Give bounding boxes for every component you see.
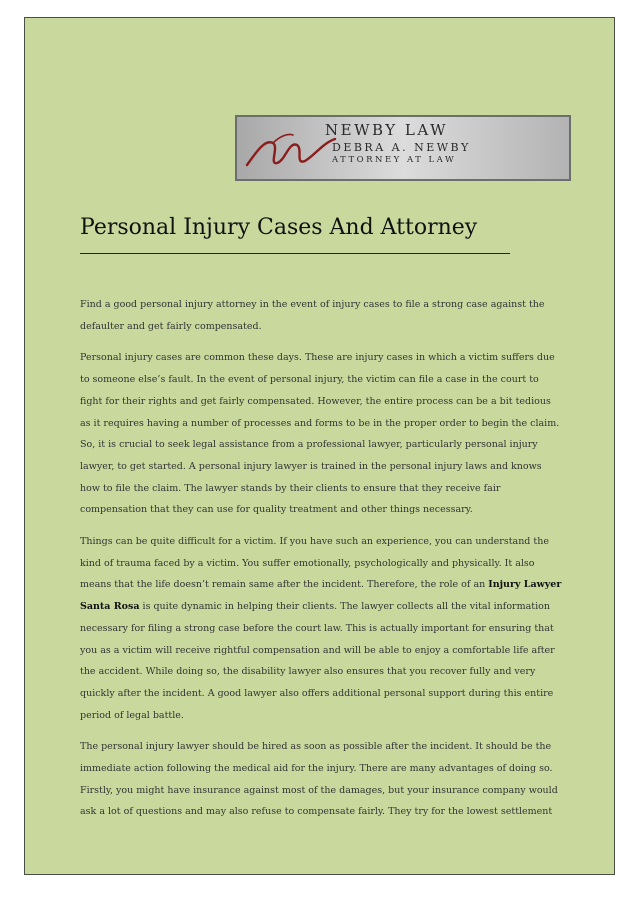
page-title: Personal Injury Cases And Attorney [80,215,478,240]
document-page [24,17,615,875]
injury-lawyer-santa-rosa-link[interactable]: Injury Lawyer Santa Rosa [80,579,562,613]
paragraph-3-text-start: Things can be quite difficult for a victim. If you have such an experience, you can understand the kind of trauma faced by a victim. You suffer emotionally, psychologically and physically. It also means that the life doesn’t remain same after the incident. Therefore, the role of an [80,536,549,591]
paragraph-3 [80,531,562,726]
logo-attorney-role: ATTORNEY AT LAW [332,155,457,165]
article-body [80,294,562,833]
paragraph-1: Find a good personal injury attorney in the event of injury cases to file a strong case against the defaulter and get fairly compensated. [80,299,545,332]
newby-law-logo [235,115,571,181]
paragraph-4: The personal injury lawyer should be hired as soon as possible after the incident. It should be the immediate action following the medical aid for the injury. There are many advantages of doing so. Firstly, you might have insurance against most of the damages, but your insurance company would ask a lot of questions and may also refuse to compensate fairly. They try for the lowest settlement [80,741,558,818]
paragraph-3-text-end: is quite dynamic in helping their clients. The lawyer collects all the vital information necessary for filing a strong case before the court law. This is actually important for ensuring that you as a victim will receive rightful compensation and will be able to enjoy a comfortable life after the accident. While doing so, the disability lawyer also ensures that you recover fully and very quickly after the incident. A good lawyer also offers additional personal support during this entire period of legal battle. [80,601,555,721]
paragraph-2: Personal injury cases are common these days. These are injury cases in which a victim suffers due to someone else’s fault. In the event of personal injury, the victim can file a case in the court to fight for their rights and get fairly compensated. However, the entire process can be a bit tedious as it requires having a number of processes and forms to be in the proper order to begin the claim. So, it is crucial to seek legal assistance from a professional lawyer, particularly personal injury lawyer, to get started. A personal injury lawyer is trained in the personal injury laws and knows how to file the claim. The lawyer stands by their clients to ensure that they receive fair compensation that they can use for quality treatment and other things necessary. [80,352,560,516]
logo-firm-name: NEWBY LAW [325,121,449,139]
title-underline [80,253,510,254]
logo-attorney-name: DEBRA A. NEWBY [332,141,471,154]
